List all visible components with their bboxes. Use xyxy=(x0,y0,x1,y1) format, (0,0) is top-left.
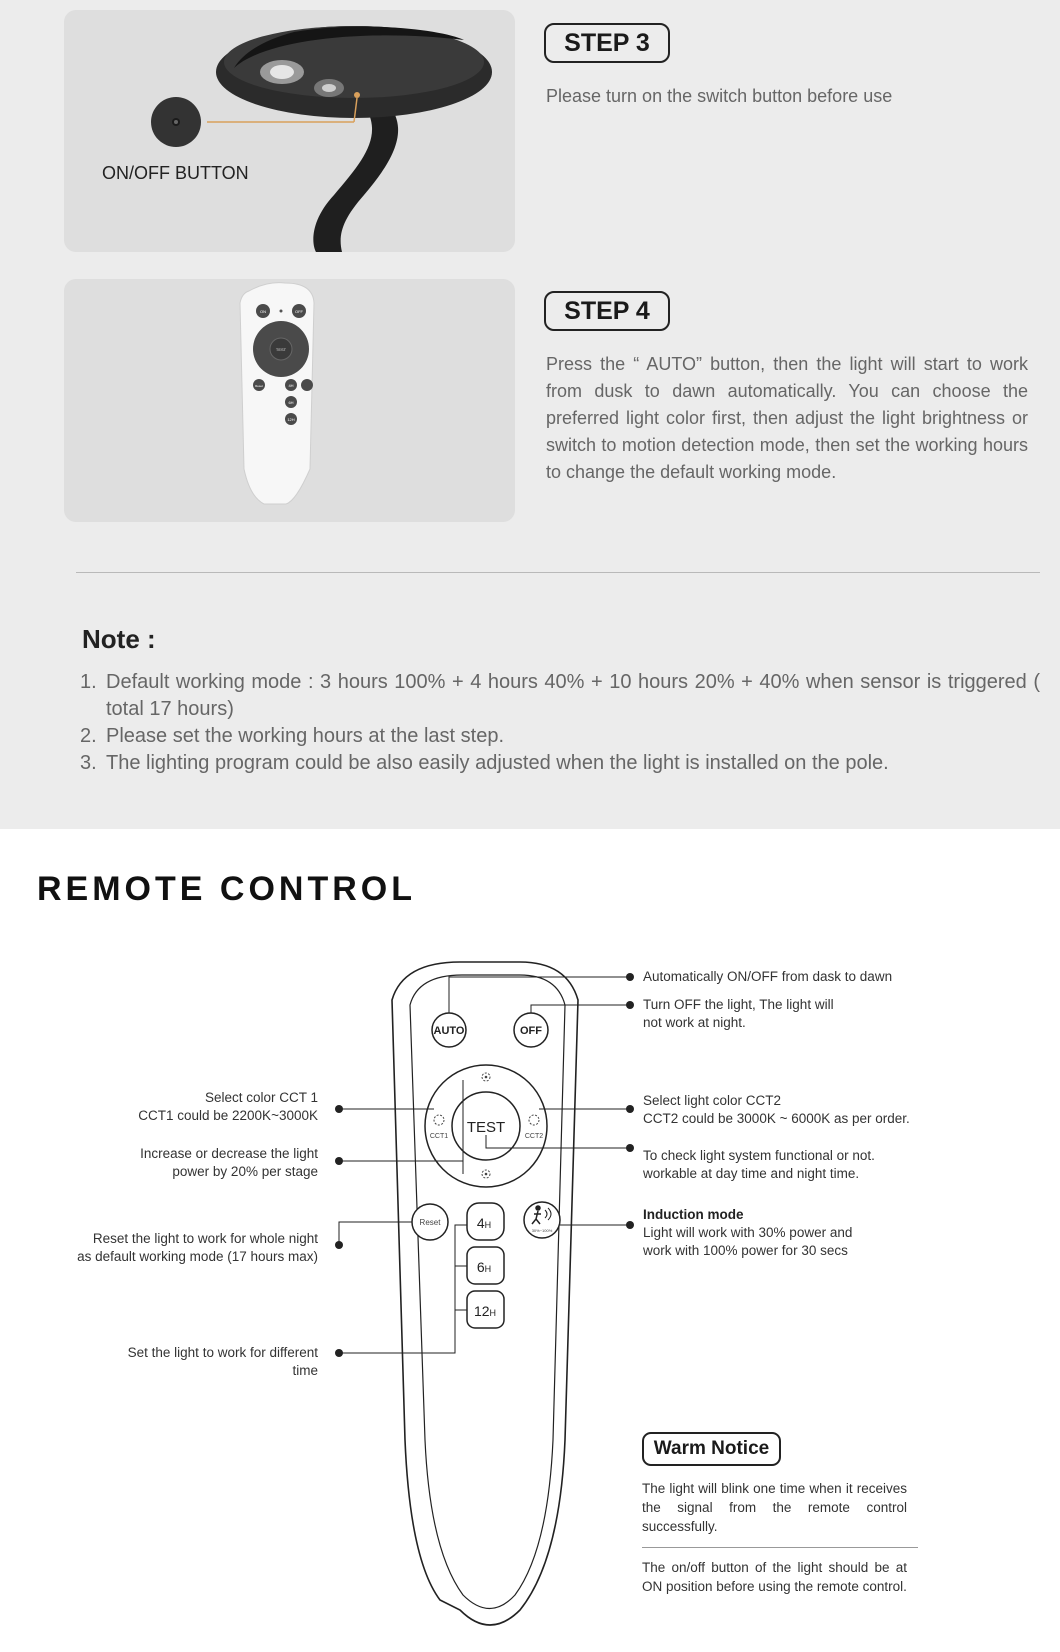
mini-6h-label: 6H xyxy=(288,400,294,405)
step-3-image xyxy=(64,10,515,252)
reset-callout-label-1: Reset the light to work for whole night xyxy=(92,1231,318,1246)
note-num: 2. xyxy=(80,725,97,747)
note-text: Please set the working hours at the last step. xyxy=(106,725,504,747)
note-text: The lighting program could be also easily adjusted when the light is installed on the pole. xyxy=(106,752,889,774)
6h-label: 6 xyxy=(476,1259,485,1275)
note-num: 1. xyxy=(80,671,97,693)
reset-callout-label-2: as default working mode (17 hours max) xyxy=(77,1249,318,1264)
cct2-callout-label-2: CCT2 could be 3000K ~ 6000K as per order. xyxy=(643,1111,910,1126)
time-callout-label-2: time xyxy=(292,1363,318,1378)
note-list xyxy=(80,669,1040,777)
note-item xyxy=(80,669,1040,723)
step-4-text: Press the “ AUTO” button, then the light will start to work from dusk to dawn automatically. You can choose the preferred light color first, then adjust the light brightness or switch to motion detection mode, then set the working hours to change the default working mode. xyxy=(546,354,1028,482)
step-3-badge: STEP 3 xyxy=(544,23,670,63)
induction-title: Induction mode xyxy=(643,1207,744,1222)
mini-remote-illustration xyxy=(64,279,515,522)
auto-callout-label: Automatically ON/OFF from dask to dawn xyxy=(643,969,893,984)
induction-callout-label-2: work with 100% power for 30 secs xyxy=(643,1243,848,1258)
cct2-label: CCT2 xyxy=(524,1133,544,1140)
cct1-callout-label-1: Select color CCT 1 xyxy=(204,1090,318,1105)
mini-test-label: TEST xyxy=(275,347,287,352)
note-title: Note : xyxy=(82,624,156,654)
4h-label: 4 xyxy=(476,1215,485,1231)
test-callout-label-2: workable at day time and night time. xyxy=(643,1166,860,1181)
remote-control-title: REMOTE CONTROL xyxy=(37,870,416,908)
induction-callout-label-1: Light will work with 30% power and xyxy=(643,1225,853,1240)
section-divider xyxy=(76,572,1040,573)
mini-off-label: OFF xyxy=(295,309,303,314)
4h-suffix: H xyxy=(484,1220,492,1230)
sensor-range-label: 30%~100% xyxy=(531,1228,553,1233)
pole-arm xyxy=(313,105,398,252)
induction-callout-title xyxy=(643,1206,744,1224)
12h-suffix: H xyxy=(489,1308,497,1318)
onoff-button-label: ON/OFF BUTTON xyxy=(102,163,249,183)
12h-label: 12 xyxy=(473,1303,490,1319)
warm-notice-badge: Warm Notice xyxy=(642,1432,781,1466)
note-text: Default working mode : 3 hours 100% + 4 hours 40% + 10 hours 20% + 40% when sensor is triggered ( total 17 hours) xyxy=(106,671,1040,720)
mini-4h-label: 4H xyxy=(288,383,294,388)
warm-notice-text-1: The light will blink one time when it receives the signal from the remote control successfully. xyxy=(642,1481,907,1534)
step-4-badge: STEP 4 xyxy=(544,291,670,331)
street-light-illustration xyxy=(64,10,515,252)
mini-sensor-button xyxy=(301,379,313,391)
brightness-callout-label-2: power by 20% per stage xyxy=(172,1164,318,1179)
brightness-callout-label-1: Increase or decrease the light xyxy=(140,1146,318,1161)
6h-suffix: H xyxy=(484,1264,492,1274)
test-button-label: TEST xyxy=(466,1119,506,1136)
time-callout-label-1: Set the light to work for different xyxy=(127,1345,318,1360)
mini-on-label: ON xyxy=(260,309,266,314)
cct2-callout-label-1: Select light color CCT2 xyxy=(643,1093,782,1108)
off-button-label: OFF xyxy=(520,1025,542,1037)
auto-button-label: AUTO xyxy=(433,1025,465,1037)
reset-button-label: Reset xyxy=(419,1218,441,1227)
step-4-image xyxy=(64,279,515,522)
cct1-label: CCT1 xyxy=(429,1133,449,1140)
warm-notice-text-2: The on/off button of the light should be at ON position before using the remote control. xyxy=(642,1560,907,1594)
cct1-callout-label-2: CCT1 could be 2200K~3000K xyxy=(138,1108,318,1123)
off-callout-label-1: Turn OFF the light, The light will xyxy=(643,997,834,1012)
warm-notice-divider xyxy=(642,1547,918,1548)
off-callout-label-2: not work at night. xyxy=(643,1015,746,1030)
mini-12h-label: 12H xyxy=(287,417,295,422)
note-num: 3. xyxy=(80,752,97,774)
test-callout-label-1: To check light system functional or not. xyxy=(643,1148,875,1163)
note-item xyxy=(80,723,1040,750)
mini-reset-label: Reset xyxy=(255,384,263,388)
note-item xyxy=(80,750,1040,777)
step-3-text: Please turn on the switch button before use xyxy=(546,86,893,106)
